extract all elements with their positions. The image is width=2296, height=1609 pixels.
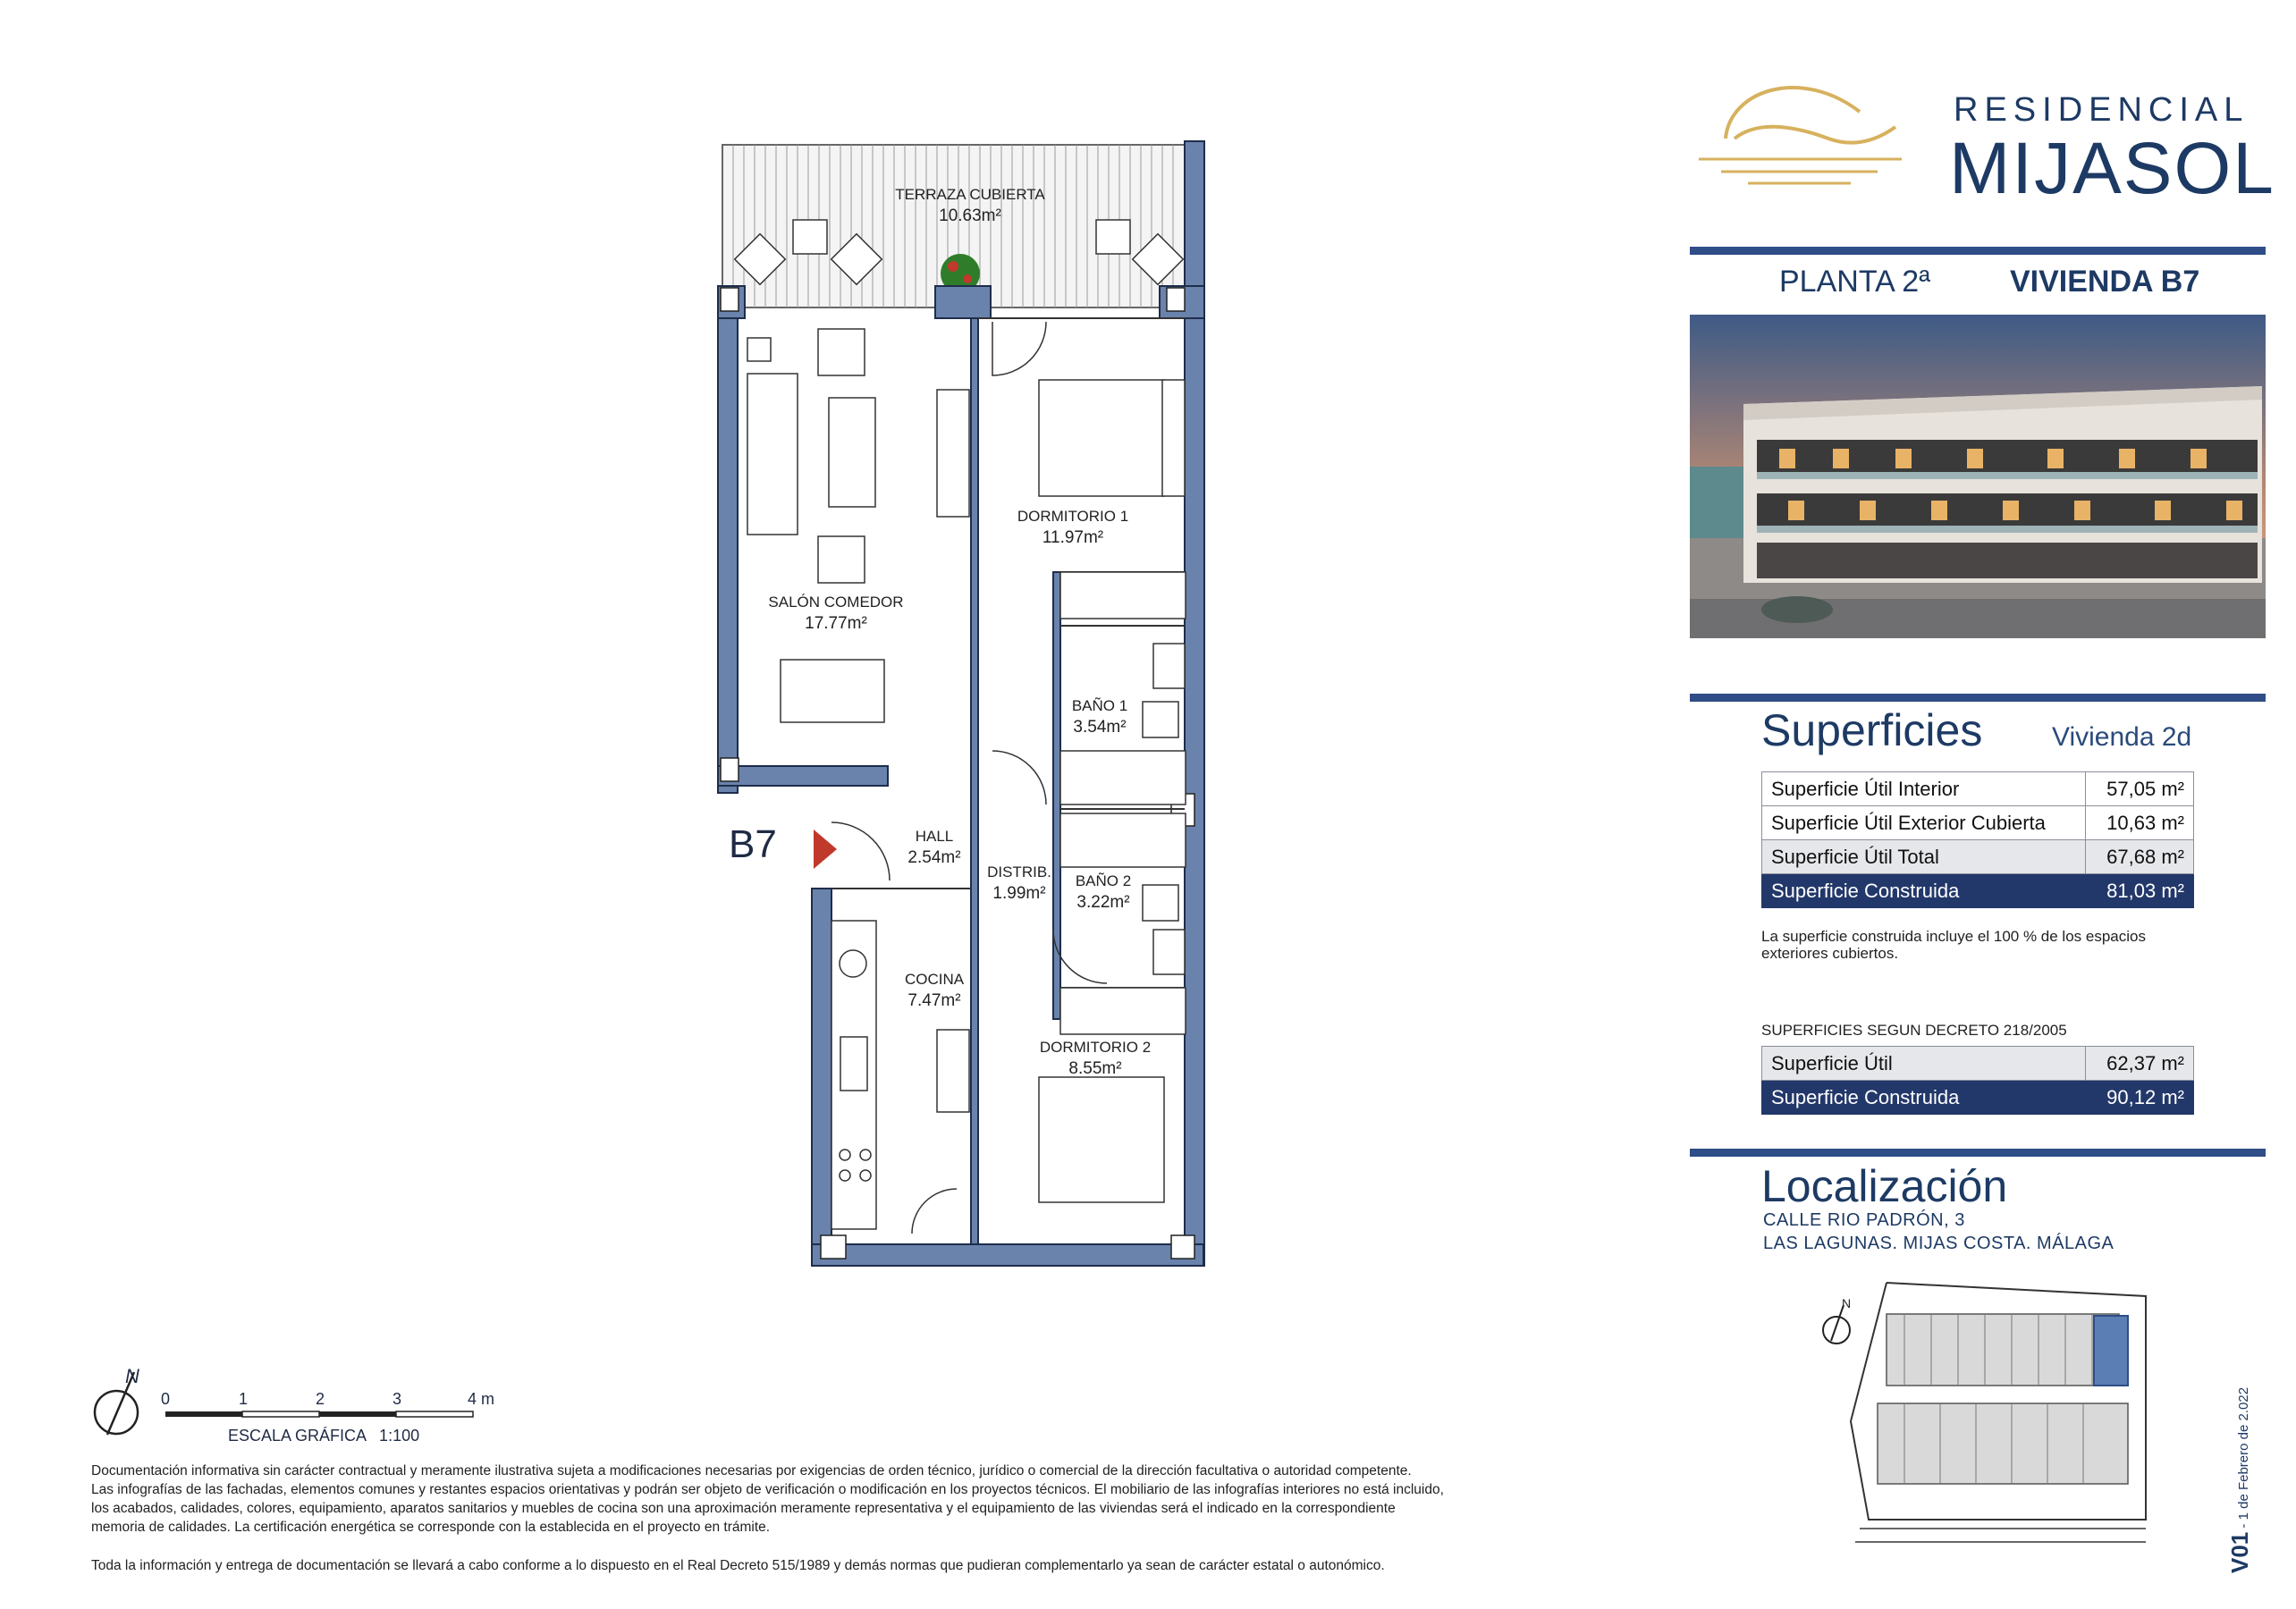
disclaimer-line: los acabados, calidades, colores, equipamiento, aparatos sanitarios y muebles de cocina son una aproximación meramente representativa y el equipamiento de las viviendas será el indicado en la correspondiente xyxy=(91,1501,1396,1516)
floor-label: PLANTA 2ª xyxy=(1779,265,1930,299)
row-value: 67,68 m² xyxy=(2086,840,2194,874)
room-label: DISTRIB. 1.99m² xyxy=(987,863,1051,903)
location-line1: CALLE RIO PADRÓN, 3 xyxy=(1763,1210,1965,1230)
surfaces-subtitle: Vivienda 2d xyxy=(2052,722,2192,752)
row-value: 81,03 m² xyxy=(2086,874,2194,908)
table-row xyxy=(1762,1081,2194,1115)
unit-tag: B7 xyxy=(729,822,777,866)
entry-arrow-icon xyxy=(814,830,837,869)
kitchen-fixtures xyxy=(831,921,969,1229)
unit-label: VIVIENDA B7 xyxy=(2010,265,2200,299)
table-row xyxy=(1762,874,2194,908)
room-label: BAÑO 1 3.54m² xyxy=(1071,697,1128,737)
building-rendering-image xyxy=(1690,315,2266,638)
brand-line1: RESIDENCIAL xyxy=(1954,91,2250,129)
table-row xyxy=(1762,1047,2194,1081)
row-value: 62,37 m² xyxy=(2086,1047,2194,1081)
table-row xyxy=(1762,772,2194,806)
site-plan-image xyxy=(1815,1278,2155,1555)
surfaces-rule xyxy=(1690,694,2266,702)
table-row xyxy=(1762,806,2194,840)
scale-tick-0: 0 xyxy=(161,1390,171,1408)
scale-label: ESCALA GRÁFICA 1:100 xyxy=(228,1427,420,1445)
row-label: Superficie Construida xyxy=(1762,874,2086,908)
scale-tick-3: 3 xyxy=(393,1390,402,1408)
floor-plan xyxy=(706,134,1225,1278)
header-rule xyxy=(1690,247,2266,255)
version-date: - 1 de Febrero de 2.022 xyxy=(2236,1386,2251,1532)
row-label: Superficie Útil Exterior Cubierta xyxy=(1762,806,2086,840)
room-label: SALÓN COMEDOR 17.77m² xyxy=(768,594,904,633)
row-label: Superficie Construida xyxy=(1762,1081,2086,1115)
surfaces-table xyxy=(1761,771,2194,908)
decree-table xyxy=(1761,1046,2194,1115)
room-label: HALL 2.54m² xyxy=(907,828,961,867)
disclaimer-line: Documentación informativa sin carácter contractual y meramente ilustrativa sujeta a modificaciones necesarias por exigencias de orden técnico, jurídico o comercial de la dirección facultativa o autoridad competente. xyxy=(91,1463,1412,1478)
disclaimer-paragraph-1 xyxy=(91,1462,1647,1537)
room-label: BAÑO 2 3.22m² xyxy=(1075,872,1132,912)
table-row xyxy=(1762,840,2194,874)
scale-north-label: N xyxy=(125,1365,139,1387)
row-label: Superficie Útil Interior xyxy=(1762,772,2086,806)
room-label: COCINA 7.47m² xyxy=(904,971,965,1010)
disclaimer-line: Las infografías de las fachadas, elementos comunes y restantes espacios orientativas y podrán ser objeto de verificación o modificación en los proyectos técnicos. El mobiliario de las infografías interiores no está incluido, xyxy=(91,1482,1444,1497)
version-stamp xyxy=(2226,1387,2254,1573)
row-value: 57,05 m² xyxy=(2086,772,2194,806)
row-label: Superficie Útil Total xyxy=(1762,840,2086,874)
scale-tick-1: 1 xyxy=(239,1390,249,1408)
brand-line2: MIJASOL xyxy=(1949,128,2275,209)
row-label: Superficie Útil xyxy=(1762,1047,2086,1081)
row-value: 90,12 m² xyxy=(2086,1081,2194,1115)
room-label: TERRAZA CUBIERTA 10.63m² xyxy=(895,186,1045,225)
disclaimer-paragraph-2: Toda la información y entrega de documentación se llevará a cabo conforme a lo dispuesto en el Real Decreto 515/1989 y demás normas que pudieran complementarlo ya sean de carácter estatal o autonómico. xyxy=(91,1558,1385,1573)
bedroom1-furniture xyxy=(1039,380,1186,619)
brand-logo-icon xyxy=(1694,72,1909,197)
decree-title: SUPERFICIES SEGUN DECRETO 218/2005 xyxy=(1761,1022,2067,1039)
room-label: DORMITORIO 1 11.97m² xyxy=(1017,508,1129,547)
location-rule xyxy=(1690,1149,2266,1157)
scale-tick-4: 4 m xyxy=(468,1390,495,1408)
location-line2: LAS LAGUNAS. MIJAS COSTA. MÁLAGA xyxy=(1763,1234,2115,1253)
location-title: Localización xyxy=(1761,1161,2008,1211)
surfaces-title: Superficies xyxy=(1761,705,1983,755)
surfaces-note: La superficie construida incluye el 100 % de los espacios exteriores cubiertos. xyxy=(1761,928,2146,962)
row-value: 10,63 m² xyxy=(2086,806,2194,840)
bedroom2-furniture xyxy=(1039,988,1186,1202)
disclaimer-line: memoria de calidades. La certificación energética se corresponde con la establecida en el proyecto en trámite. xyxy=(91,1520,771,1535)
room-label: DORMITORIO 2 8.55m² xyxy=(1039,1039,1152,1078)
version-code: V01 xyxy=(2226,1531,2253,1573)
scale-tick-2: 2 xyxy=(316,1390,325,1408)
living-furniture xyxy=(747,329,969,722)
site-north-label: N xyxy=(1842,1296,1852,1310)
